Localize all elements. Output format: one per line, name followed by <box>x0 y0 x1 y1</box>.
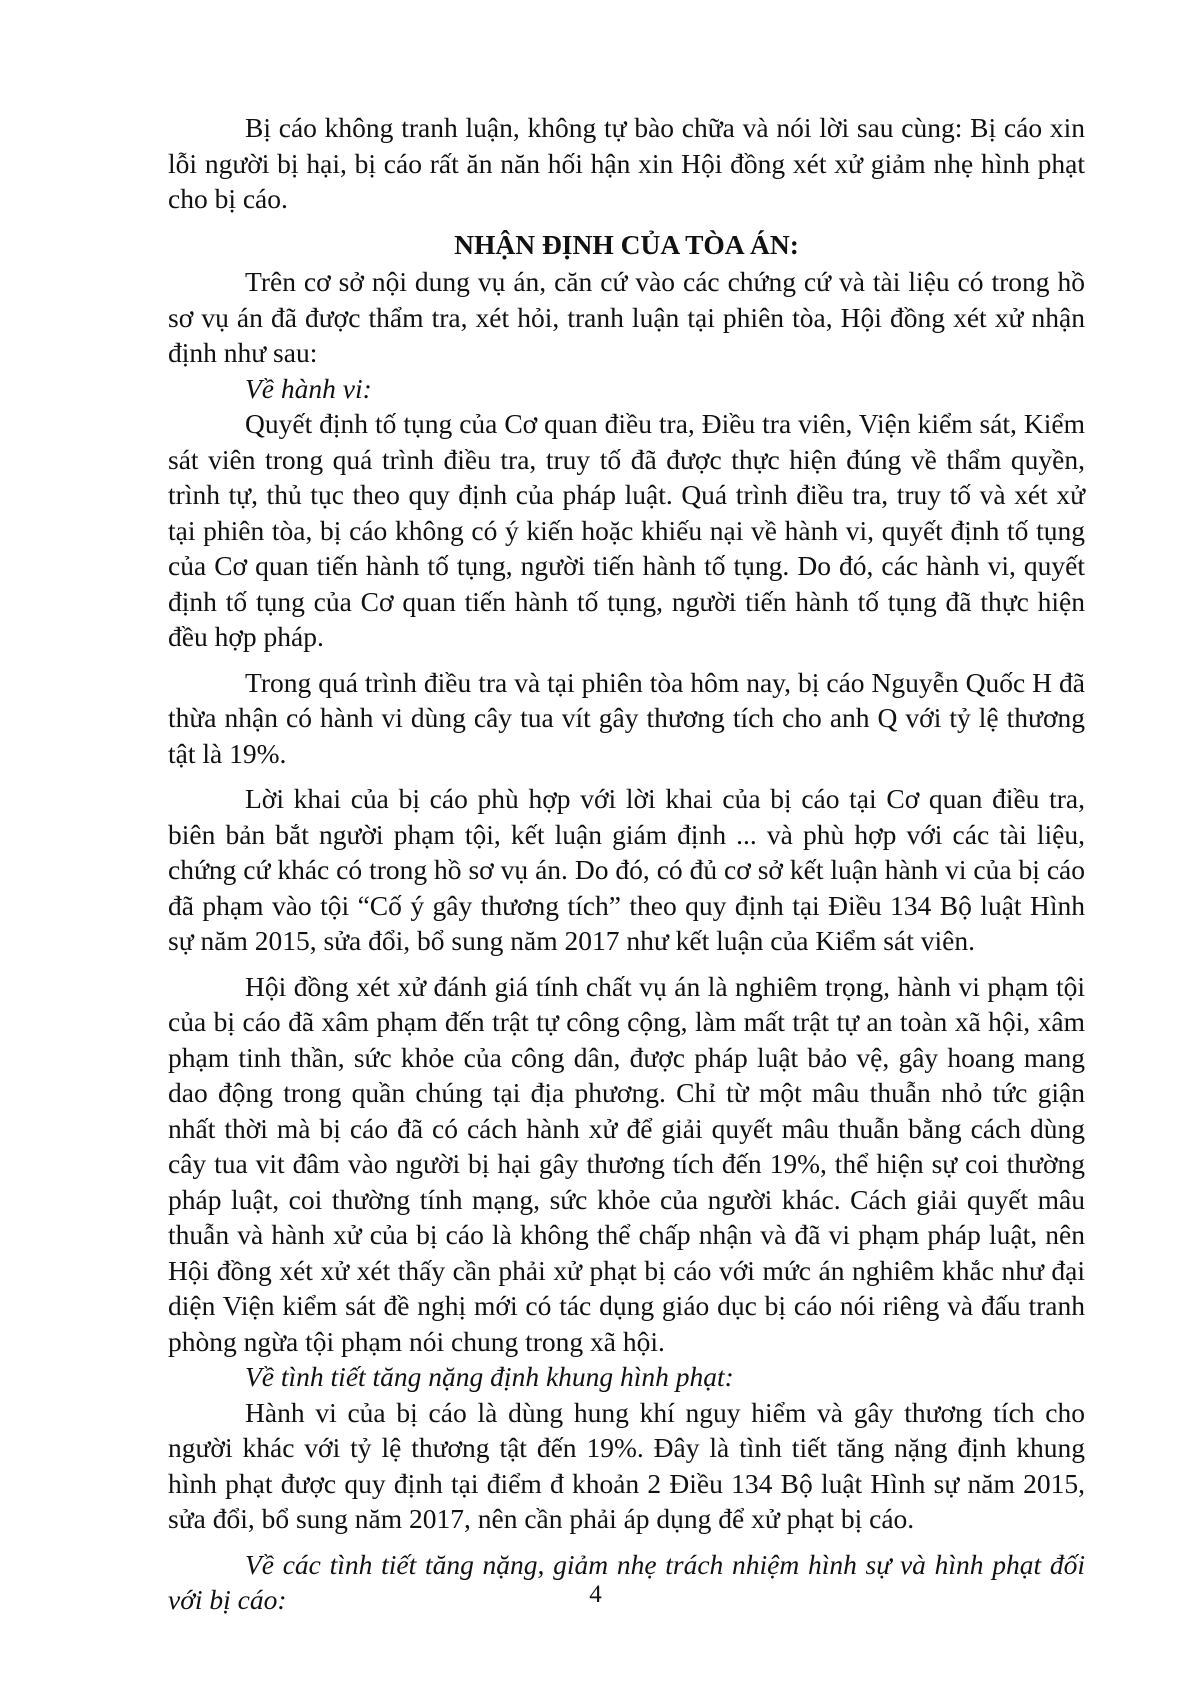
section-heading-court-assessment: NHẬN ĐỊNH CỦA TÒA ÁN: <box>454 228 799 260</box>
paragraph-evidence-conclusion: Lời khai của bị cáo phù hợp với lời khai của bị cáo tại Cơ quan điều tra, biên bản bắt người phạm tội, kết luận giám định ... và phù hợp với các tài liệu, chứng cứ khác có trong hồ sơ vụ án. Do đó, có đủ cơ sở kết luận hành vi của bị cáo đã phạm vào tội “Cố ý gây thương tích” theo quy định tại Điều 134 Bộ luật Hình sự năm 2015, sửa đổi, bổ sung năm 2017 như kết luận của Kiểm sát viên. <box>168 783 1085 956</box>
paragraph-defendant-admission: Trong quá trình điều tra và tại phiên tòa hôm nay, bị cáo Nguyễn Quốc H đã thừa nhận có hành vi dùng cây tua vít gây thương tích cho anh Q với tỷ lệ thương tật là 19%. <box>168 666 1085 769</box>
subheading-aggravating-framework: Về tình tiết tăng nặng định khung hình phạt: <box>245 1361 734 1392</box>
paragraph-severity-assessment: Hội đồng xét xử đánh giá tính chất vụ án là nghiêm trọng, hành vi phạm tội của bị cáo đã xâm phạm đến trật tự công cộng, làm mất trật tự an toàn xã hội, xâm phạm tinh thần, sức khỏe của công dân, được pháp luật bảo vệ, gây hoang mang dao động trong quần chúng tại địa phương. Chỉ từ một mâu thuẫn nhỏ tức giận nhất thời mà bị cáo đã có cách hành xử để giải quyết mâu thuẫn bằng cách dùng cây tua vit đâm vào người bị hại gây thương tích đến 19%, thể hiện sự coi thường pháp luật, coi thường tính mạng, sức khỏe của người khác. Cách giải quyết mâu thuẫn và hành xử của bị cáo là không thể chấp nhận và đã vi phạm pháp luật, nên Hội đồng xét xử xét thấy cần phải xử phạt bị cáo với mức án nghiêm khắc như đại diện Viện kiểm sát đề nghị mới có tác dụng giáo dục bị cáo nói riêng và đấu tranh phòng ngừa tội phạm nói chung trong xã hội. <box>168 970 1085 1357</box>
paragraph-aggravating-circumstance: Hành vi của bị cáo là dùng hung khí nguy hiểm và gây thương tích cho người khác với tỷ lệ thương tật đến 19%. Đây là tình tiết tăng nặng định khung hình phạt được quy định tại điểm đ khoản 2 Điều 134 Bộ luật Hình sự năm 2015, sửa đổi, bổ sung năm 2017, nên cần phải áp dụng để xử phạt bị cáo. <box>168 1396 1085 1534</box>
subheading-about-acts: Về hành vi: <box>245 372 372 404</box>
document-page <box>168 110 1085 1618</box>
page-number: 4 <box>589 1581 602 1608</box>
paragraph-defendant-final-statement: Bị cáo không tranh luận, không tự bào chữa và nói lời sau cùng: Bị cáo xin lỗi người bị hại, bị cáo rất ăn năn hối hận xin Hội đồng xét xử giảm nhẹ hình phạt cho bị cáo. <box>168 112 1085 214</box>
subheading-aggravating-mitigating: Về các tình tiết tăng nặng, giảm nhẹ trách nhiệm hình sự và hình phạt đối với bị cáo: <box>168 1548 1085 1615</box>
paragraph-procedural-decisions: Quyết định tố tụng của Cơ quan điều tra, Điều tra viên, Viện kiểm sát, Kiểm sát viên trong quá trình điều tra, truy tố đã được thực hiện đúng về thẩm quyền, trình tự, thủ tục theo quy định của pháp luật. Quá trình điều tra, truy tố và xét xử tại phiên tòa, bị cáo không có ý kiến hoặc khiếu nại về hành vi, quyết định tố tụng của Cơ quan tiến hành tố tụng, người tiến hành tố tụng. Do đó, các hành vi, quyết định tố tụng của Cơ quan tiến hành tố tụng, người tiến hành tố tụng đã thực hiện đều hợp pháp. <box>168 408 1085 652</box>
paragraph-basis-of-assessment: Trên cơ sở nội dung vụ án, căn cứ vào các chứng cứ và tài liệu có trong hồ sơ vụ án đã được thẩm tra, xét hỏi, tranh luận tại phiên tòa, Hội đồng xét xử nhận định như sau: <box>168 266 1085 368</box>
